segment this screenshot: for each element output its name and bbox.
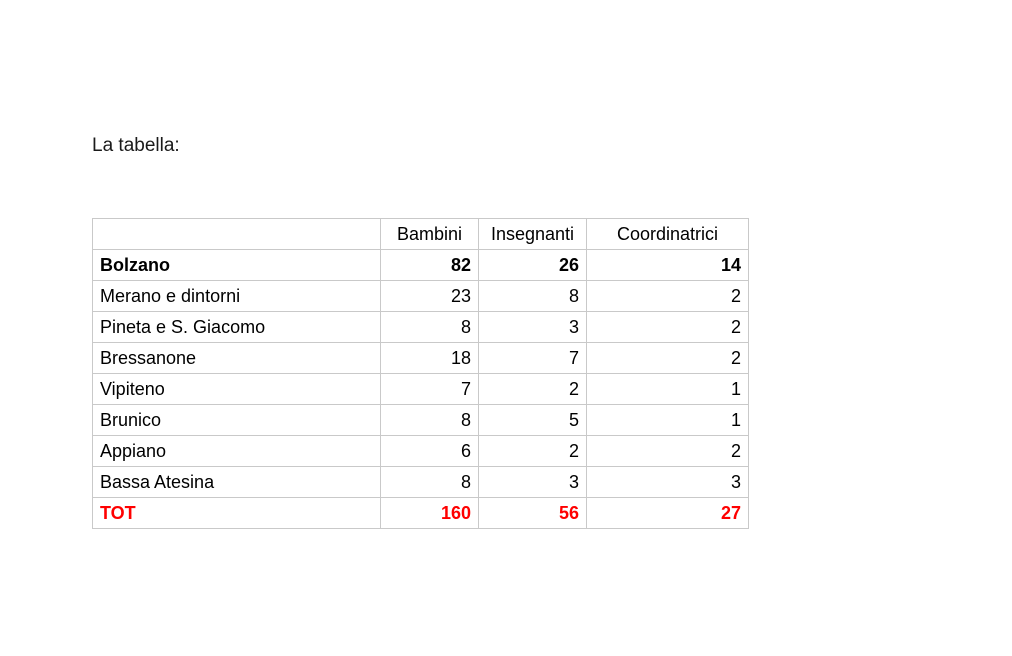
- table-header-row: [93, 219, 749, 250]
- row-label: Bressanone: [93, 343, 381, 374]
- table-total-row: [93, 498, 749, 529]
- row-label: Merano e dintorni: [93, 281, 381, 312]
- table-row: [93, 343, 749, 374]
- cell-bambini: 8: [381, 312, 479, 343]
- cell-insegnanti: 26: [479, 250, 587, 281]
- cell-insegnanti: 56: [479, 498, 587, 529]
- cell-bambini: 160: [381, 498, 479, 529]
- row-label: Bolzano: [93, 250, 381, 281]
- cell-insegnanti: 2: [479, 374, 587, 405]
- cell-bambini: 18: [381, 343, 479, 374]
- statistics-table: [92, 218, 749, 529]
- header-coordinatrici: Coordinatrici: [587, 219, 749, 250]
- cell-insegnanti: 2: [479, 436, 587, 467]
- cell-bambini: 7: [381, 374, 479, 405]
- cell-insegnanti: 5: [479, 405, 587, 436]
- cell-coordinatrici: 2: [587, 343, 749, 374]
- table-body: [93, 250, 749, 529]
- row-label: Appiano: [93, 436, 381, 467]
- row-label: TOT: [93, 498, 381, 529]
- table-container: [92, 218, 749, 529]
- cell-coordinatrici: 2: [587, 436, 749, 467]
- row-label: Bassa Atesina: [93, 467, 381, 498]
- table-row: [93, 467, 749, 498]
- header-corner: [93, 219, 381, 250]
- cell-coordinatrici: 1: [587, 374, 749, 405]
- cell-coordinatrici: 27: [587, 498, 749, 529]
- header-insegnanti: Insegnanti: [479, 219, 587, 250]
- cell-insegnanti: 3: [479, 467, 587, 498]
- table-row: [93, 436, 749, 467]
- cell-bambini: 82: [381, 250, 479, 281]
- table-row: [93, 312, 749, 343]
- cell-bambini: 8: [381, 467, 479, 498]
- cell-coordinatrici: 2: [587, 281, 749, 312]
- cell-insegnanti: 3: [479, 312, 587, 343]
- row-label: Pineta e S. Giacomo: [93, 312, 381, 343]
- cell-insegnanti: 8: [479, 281, 587, 312]
- table-row: [93, 281, 749, 312]
- cell-bambini: 8: [381, 405, 479, 436]
- table-row: [93, 250, 749, 281]
- cell-coordinatrici: 2: [587, 312, 749, 343]
- row-label: Vipiteno: [93, 374, 381, 405]
- table-row: [93, 374, 749, 405]
- cell-insegnanti: 7: [479, 343, 587, 374]
- cell-bambini: 6: [381, 436, 479, 467]
- cell-bambini: 23: [381, 281, 479, 312]
- intro-paragraph: La tabella:: [92, 135, 180, 156]
- header-bambini: Bambini: [381, 219, 479, 250]
- cell-coordinatrici: 3: [587, 467, 749, 498]
- table-row: [93, 405, 749, 436]
- cell-coordinatrici: 1: [587, 405, 749, 436]
- row-label: Brunico: [93, 405, 381, 436]
- cell-coordinatrici: 14: [587, 250, 749, 281]
